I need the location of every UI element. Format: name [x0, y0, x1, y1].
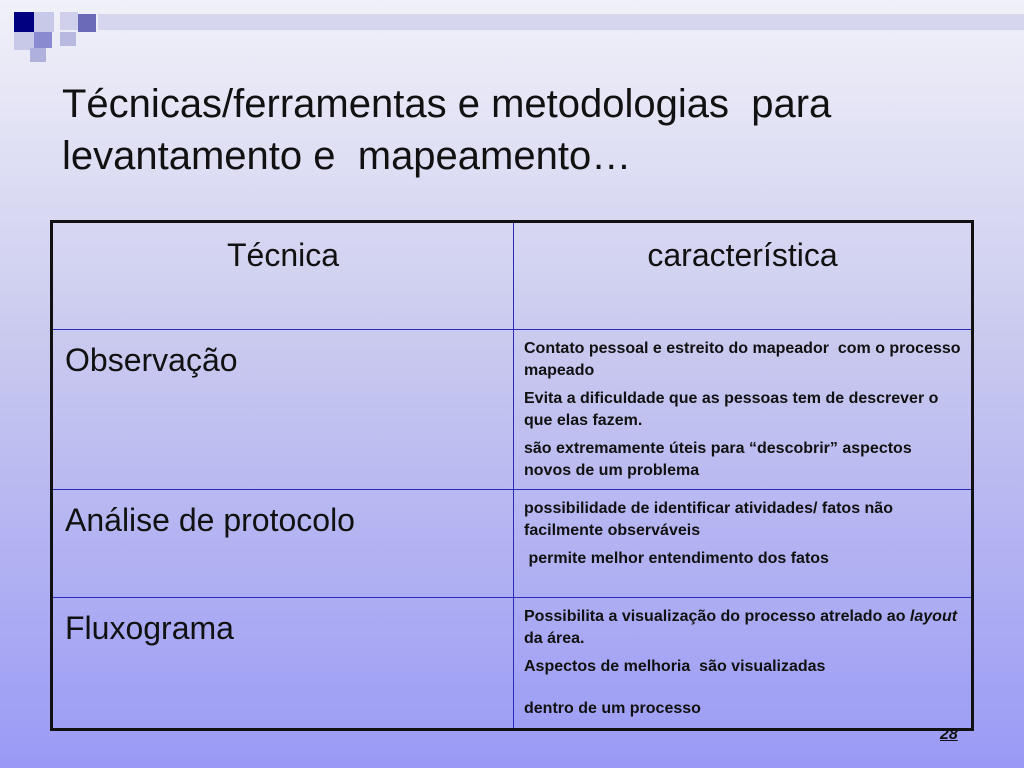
characteristic-text: da área. [524, 608, 962, 647]
technique-cell [52, 490, 514, 598]
characteristic-cell [514, 330, 973, 490]
characteristic-line: Evita a dificuldade que as pessoas tem de descrever o que elas fazem. [524, 390, 943, 429]
slide-title [62, 78, 982, 182]
technique-name: Análise de protocolo [65, 502, 355, 538]
characteristic-cell [514, 490, 973, 598]
characteristic-line: são extremamente úteis para “descobrir” aspectos novos de um problema [524, 440, 917, 479]
header-technique-label: Técnica [226, 237, 340, 273]
decor-band [98, 14, 1024, 30]
characteristic-emphasis: layout [909, 608, 958, 625]
header-characteristic-label: característica [647, 237, 838, 273]
decor-square-light [60, 32, 76, 46]
page-number: 28 [940, 726, 958, 743]
decor-square-light [60, 12, 78, 30]
slide-title-line-1: Técnicas/ferramentas e metodologias para [62, 82, 832, 126]
techniques-table [50, 220, 974, 731]
decor-square-mid [78, 14, 96, 32]
characteristic-cell [514, 598, 973, 730]
characteristic-line: Aspectos de melhoria são visualizadas [524, 658, 826, 675]
table-header-row [52, 222, 973, 330]
decor-square-light [34, 12, 54, 32]
characteristic-line: possibilidade de identificar atividades/ fatos não facilmente observáveis [524, 500, 898, 539]
characteristic-line: dentro de um processo [524, 700, 701, 717]
technique-name: Observação [65, 342, 238, 378]
table-row [52, 598, 973, 730]
characteristic-line [524, 606, 961, 650]
technique-cell [52, 330, 514, 490]
characteristic-text: Possibilita a visualização do processo atrelado ao [524, 608, 910, 625]
characteristic-line: permite melhor entendimento dos fatos [524, 550, 829, 567]
header-cell-characteristic [514, 222, 973, 330]
characteristic-line: Contato pessoal e estreito do mapeador com o processo mapeado [524, 340, 965, 379]
technique-cell [52, 598, 514, 730]
technique-name: Fluxograma [65, 610, 234, 646]
slide-title-line-2: levantamento e mapeamento… [62, 134, 632, 178]
decor-square-light [30, 48, 46, 62]
decor-square-dark [14, 12, 34, 32]
table-row [52, 490, 973, 598]
table-row [52, 330, 973, 490]
decor-square-mid [34, 32, 52, 48]
header-cell-technique [52, 222, 514, 330]
